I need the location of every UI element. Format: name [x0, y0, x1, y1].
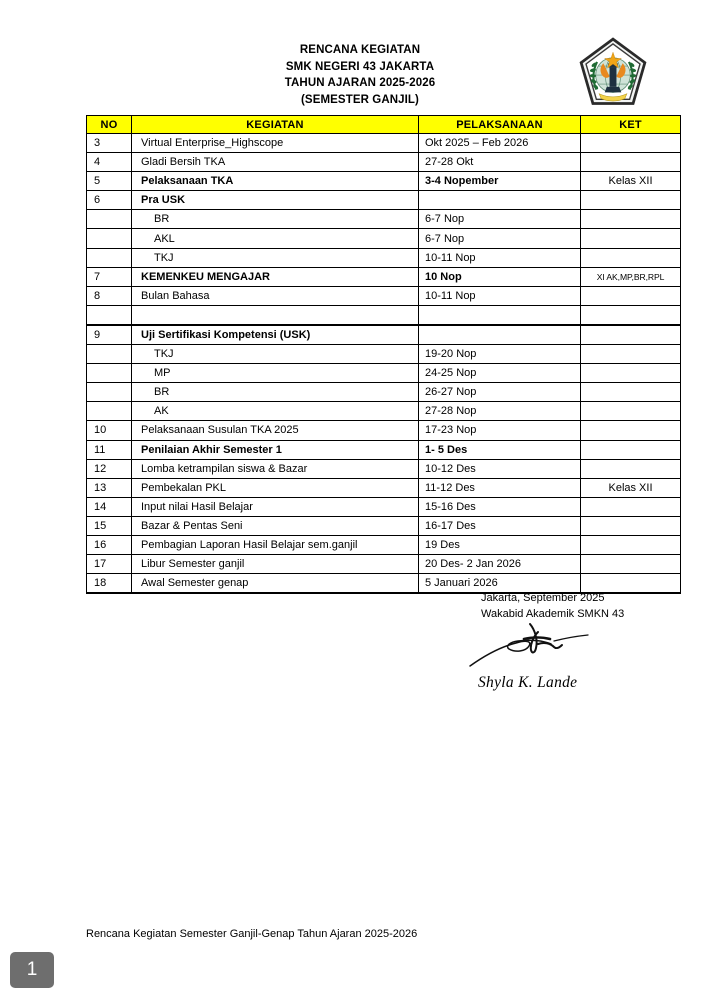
- cell-pelaksanaan: 27-28 Okt: [419, 153, 581, 172]
- cell-kegiatan: Pelaksanaan Susulan TKA 2025: [132, 421, 419, 440]
- cell-kegiatan: Input nilai Hasil Belajar: [132, 497, 419, 516]
- cell-no: 5: [87, 172, 132, 191]
- cell-kegiatan: BR: [132, 383, 419, 402]
- cell-ket: [581, 286, 681, 305]
- cell-pelaksanaan: 10 Nop: [419, 267, 581, 286]
- cell-kegiatan: Lomba ketrampilan siswa & Bazar: [132, 459, 419, 478]
- cell-kegiatan: Pembagian Laporan Hasil Belajar sem.ganjil: [132, 535, 419, 554]
- cell-pelaksanaan: 6-7 Nop: [419, 210, 581, 229]
- cell-pelaksanaan: 27-28 Nop: [419, 402, 581, 421]
- table-row: [87, 402, 681, 421]
- cell-no: [87, 383, 132, 402]
- cell-pelaksanaan: [419, 325, 581, 345]
- cell-no: 13: [87, 478, 132, 497]
- cell-ket: [581, 210, 681, 229]
- cell-pelaksanaan: 20 Des- 2 Jan 2026: [419, 555, 581, 574]
- column-header-pelaksanaan: PELAKSANAAN: [419, 116, 581, 134]
- cell-ket: [581, 497, 681, 516]
- cell-kegiatan: TKJ: [132, 345, 419, 364]
- cell-ket: XI AK,MP,BR,RPL: [581, 267, 681, 286]
- cell-pelaksanaan: 11-12 Des: [419, 478, 581, 497]
- cell-pelaksanaan: 10-12 Des: [419, 459, 581, 478]
- table-row: [87, 305, 681, 325]
- cell-kegiatan: Penilaian Akhir Semester 1: [132, 440, 419, 459]
- cell-no: 10: [87, 421, 132, 440]
- table-row: [87, 478, 681, 497]
- cell-no: 15: [87, 516, 132, 535]
- activity-schedule-table: [86, 115, 681, 594]
- cell-pelaksanaan: 10-11 Nop: [419, 248, 581, 267]
- cell-ket: [581, 134, 681, 153]
- cell-no: [87, 229, 132, 248]
- table-row: [87, 497, 681, 516]
- table-row: [87, 383, 681, 402]
- cell-ket: [581, 440, 681, 459]
- table-row: [87, 364, 681, 383]
- cell-ket: [581, 153, 681, 172]
- column-header-kegiatan: KEGIATAN: [132, 116, 419, 134]
- table-header-row: [87, 116, 681, 134]
- cell-ket: [581, 229, 681, 248]
- cell-pelaksanaan: 6-7 Nop: [419, 229, 581, 248]
- table-row: [87, 153, 681, 172]
- cell-pelaksanaan: 24-25 Nop: [419, 364, 581, 383]
- cell-pelaksanaan: 26-27 Nop: [419, 383, 581, 402]
- cell-kegiatan: AKL: [132, 229, 419, 248]
- page-number-badge: 1: [10, 952, 54, 988]
- cell-kegiatan: BR: [132, 210, 419, 229]
- cell-no: 9: [87, 325, 132, 345]
- table-row: [87, 459, 681, 478]
- cell-pelaksanaan: 17-23 Nop: [419, 421, 581, 440]
- cell-no: 8: [87, 286, 132, 305]
- cell-ket: [581, 516, 681, 535]
- cell-kegiatan: AK: [132, 402, 419, 421]
- document-footer: Rencana Kegiatan Semester Ganjil-Genap Tahun Ajaran 2025-2026: [86, 928, 418, 940]
- table-row: [87, 555, 681, 574]
- column-header-ket: KET: [581, 116, 681, 134]
- title-line-4: (SEMESTER GANJIL): [301, 93, 419, 106]
- cell-no: 16: [87, 535, 132, 554]
- cell-kegiatan: Uji Sertifikasi Kompetensi (USK): [132, 325, 419, 345]
- cell-kegiatan: MP: [132, 364, 419, 383]
- table-row: [87, 229, 681, 248]
- table-row: [87, 210, 681, 229]
- cell-no: 12: [87, 459, 132, 478]
- signature-place-date: Jakarta, September 2025: [481, 592, 605, 604]
- cell-no: 18: [87, 574, 132, 594]
- cell-pelaksanaan: 3-4 Nopember: [419, 172, 581, 191]
- cell-kegiatan: Bazar & Pentas Seni: [132, 516, 419, 535]
- table-row: [87, 345, 681, 364]
- cell-no: 7: [87, 267, 132, 286]
- title-line-1: RENCANA KEGIATAN: [299, 44, 421, 56]
- cell-kegiatan: Pra USK: [132, 191, 419, 210]
- cell-ket: [581, 364, 681, 383]
- cell-pelaksanaan: 16-17 Des: [419, 516, 581, 535]
- cell-ket: [581, 459, 681, 478]
- table-row: [87, 535, 681, 554]
- cell-ket: [581, 248, 681, 267]
- cell-ket: [581, 383, 681, 402]
- cell-no: [87, 402, 132, 421]
- cell-no: [87, 345, 132, 364]
- title-line-3: TAHUN AJARAN 2025-2026: [284, 77, 436, 90]
- column-header-no: NO: [87, 116, 132, 134]
- cell-kegiatan: Gladi Bersih TKA: [132, 153, 419, 172]
- cell-ket: [581, 555, 681, 574]
- table-row: [87, 248, 681, 267]
- cell-pelaksanaan: 5 Januari 2026: [419, 574, 581, 594]
- school-logo-icon: [578, 37, 648, 109]
- table-row: [87, 421, 681, 440]
- cell-kegiatan: TKJ: [132, 248, 419, 267]
- cell-no: [87, 364, 132, 383]
- table-row: [87, 172, 681, 191]
- table-row: [87, 440, 681, 459]
- cell-pelaksanaan: Okt 2025 – Feb 2026: [419, 134, 581, 153]
- cell-ket: [581, 345, 681, 364]
- cell-kegiatan: Pelaksanaan TKA: [132, 172, 419, 191]
- cell-no: [87, 210, 132, 229]
- cell-no: 3: [87, 134, 132, 153]
- cell-no: 4: [87, 153, 132, 172]
- cell-pelaksanaan: [419, 305, 581, 325]
- cell-ket: Kelas XII: [581, 172, 681, 191]
- table-row: [87, 286, 681, 305]
- handwritten-signature-icon: [466, 616, 616, 676]
- table-row: [87, 267, 681, 286]
- cell-kegiatan: Pembekalan PKL: [132, 478, 419, 497]
- cell-ket: [581, 421, 681, 440]
- cell-ket: [581, 325, 681, 345]
- cell-ket: [581, 402, 681, 421]
- cell-no: 6: [87, 191, 132, 210]
- cell-kegiatan: Virtual Enterprise_Highscope: [132, 134, 419, 153]
- cell-pelaksanaan: 19 Des: [419, 535, 581, 554]
- table-row: [87, 516, 681, 535]
- table-row: [87, 325, 681, 345]
- cell-pelaksanaan: 15-16 Des: [419, 497, 581, 516]
- cell-pelaksanaan: 10-11 Nop: [419, 286, 581, 305]
- cell-ket: [581, 305, 681, 325]
- cell-no: [87, 305, 132, 325]
- signer-name: Shyla K. Lande: [478, 674, 578, 691]
- cell-no: 17: [87, 555, 132, 574]
- cell-pelaksanaan: 19-20 Nop: [419, 345, 581, 364]
- cell-no: [87, 248, 132, 267]
- cell-no: 11: [87, 440, 132, 459]
- cell-kegiatan: [132, 305, 419, 325]
- cell-pelaksanaan: [419, 191, 581, 210]
- signature-role: Wakabid Akademik SMKN 43: [481, 608, 625, 620]
- title-line-2: SMK NEGERI 43 JAKARTA: [285, 60, 435, 73]
- cell-pelaksanaan: 1- 5 Des: [419, 440, 581, 459]
- cell-no: 14: [87, 497, 132, 516]
- cell-kegiatan: Libur Semester ganjil: [132, 555, 419, 574]
- table-row: [87, 134, 681, 153]
- cell-ket: Kelas XII: [581, 478, 681, 497]
- table-body: [87, 134, 681, 594]
- table-row: [87, 191, 681, 210]
- cell-kegiatan: Awal Semester genap: [132, 574, 419, 594]
- cell-ket: [581, 535, 681, 554]
- cell-kegiatan: KEMENKEU MENGAJAR: [132, 267, 419, 286]
- cell-ket: [581, 191, 681, 210]
- cell-kegiatan: Bulan Bahasa: [132, 286, 419, 305]
